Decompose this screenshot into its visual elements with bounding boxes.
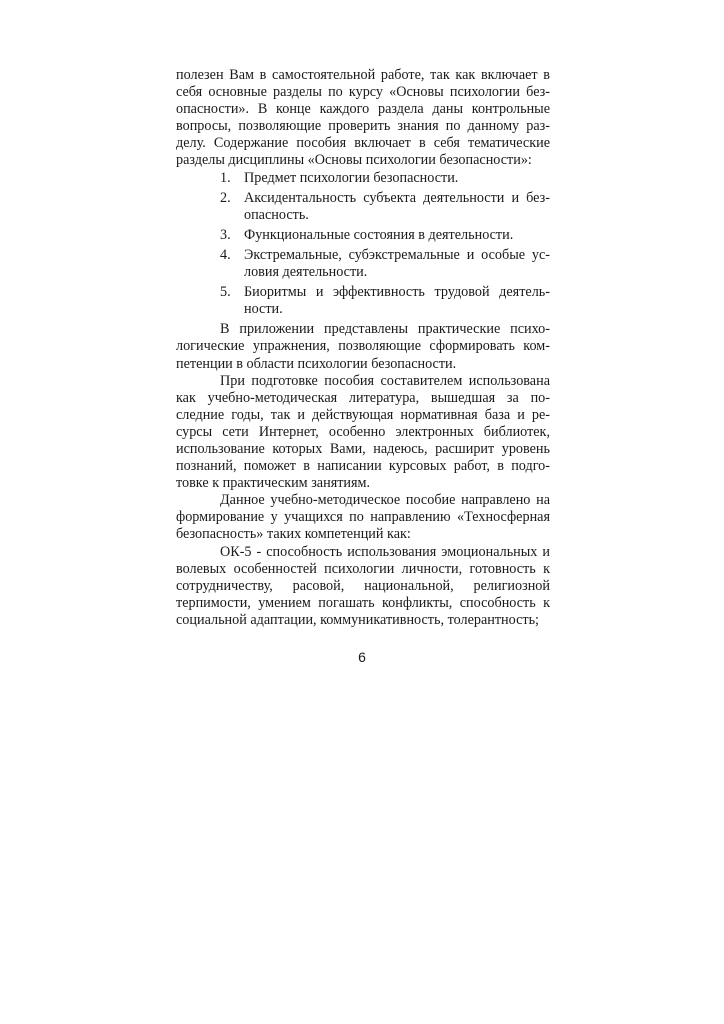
list-item bbox=[176, 170, 550, 187]
topics-list bbox=[176, 170, 550, 319]
literature-paragraph: При подготовке пособия составителем использована как учебно-методическая литература, вышедшая за последние годы, так и действующая нормативная база и ресурсы сети Интернет, особенно электронных библиотек, использование которых Вами, надеюсь, расширит уровень познаний, поможет в написании курсовых работ, в подготовке к практическим занятиям. bbox=[176, 372, 550, 492]
page-body bbox=[176, 67, 550, 629]
competence-ok5-paragraph: ОК-5 - способность использования эмоциональных и волевых особенностей психологии личности, готовность к сотрудничеству, расовой, национальной, религиозной терпимости, умением погашать конфликты, способность к социальной адаптации, коммуникативность, толерантность; bbox=[176, 543, 550, 628]
list-item-text: Аксидентальность субъекта деятельности и безопасность. bbox=[244, 189, 550, 223]
intro-paragraph: полезен Вам в самостоятельной работе, так как включает в себя основные разделы по курсу «Основы психологии безопасности». В конце каждого раздела даны контрольные вопросы, позволяющие проверить знания по данному разделу. Содержание пособия включает в себя тематические разделы дисциплины «Основы психологии безопасности»: bbox=[176, 67, 550, 169]
list-item-number: 2. bbox=[220, 189, 231, 206]
list-item bbox=[176, 190, 550, 224]
list-item bbox=[176, 247, 550, 281]
aim-paragraph: Данное учебно-методическое пособие направлено на формирование у учащихся по направлению «Техносферная безопасность» таких компетенций как: bbox=[176, 492, 550, 543]
appendix-paragraph: В приложении представлены практические психологические упражнения, позволяющие сформировать компетенции в области психологии безопасности. bbox=[176, 321, 550, 372]
list-item bbox=[176, 284, 550, 318]
list-item-text: Функциональные состояния в деятельности. bbox=[244, 226, 514, 243]
list-item bbox=[176, 227, 550, 244]
list-item-text: Экстремальные, субэкстремальные и особые условия деятельности. bbox=[244, 246, 550, 281]
list-item-number: 5. bbox=[220, 284, 231, 301]
list-item-number: 3. bbox=[220, 226, 231, 243]
list-item-number: 4. bbox=[220, 246, 231, 263]
list-item-number: 1. bbox=[220, 169, 231, 186]
list-item-text: Биоритмы и эффективность трудовой деятельности. bbox=[244, 284, 550, 318]
list-item-text: Предмет психологии безопасности. bbox=[244, 169, 459, 186]
page-number: 6 bbox=[358, 649, 366, 665]
